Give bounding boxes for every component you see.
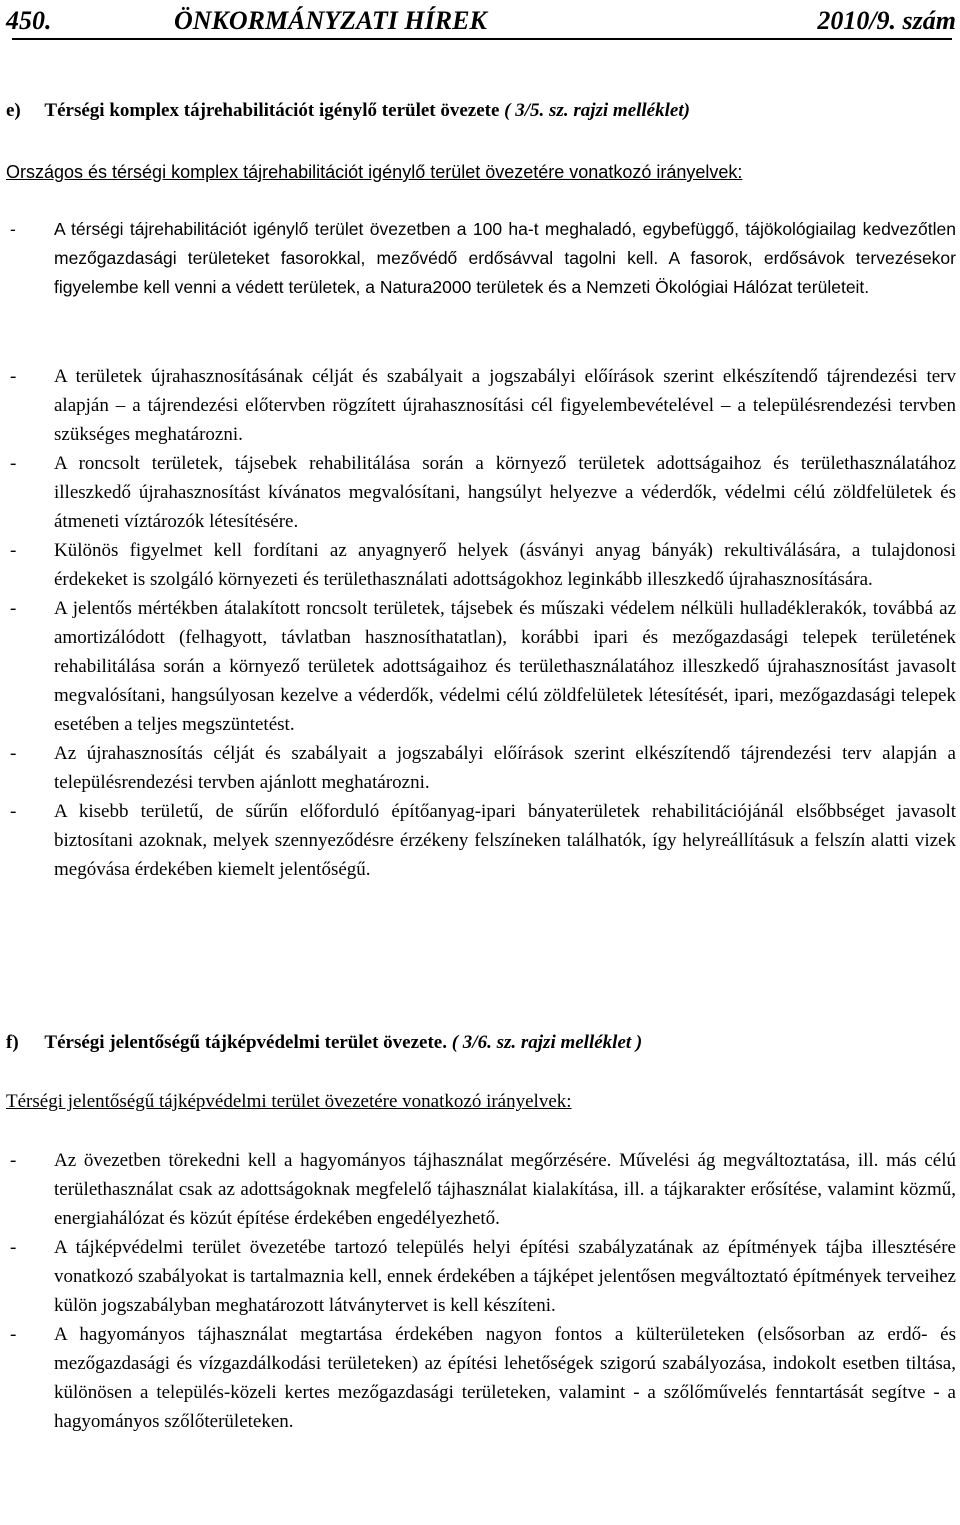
list-item-text: Az újrahasznosítás célját és szabályait a jogszabályi előírások szerint elkészítendő tájrendezési terv alapján a településrendezési tervben ajánlott meghatározni. (54, 743, 956, 793)
list-item-text: Különös figyelmet kell fordítani az anyagnyerő helyek (ásványi anyag bányák) rekultiválására, a tulajdonosi érdekeket is szolgáló környezeti és területhasználati adottságokhoz leginkább illeszkedő újrahasznosítására. (54, 540, 956, 590)
list-dash: - (10, 801, 17, 822)
list-item-text: A roncsolt területek, tájsebek rehabilitálása során a környező területek adottságaihoz és területhasználatához illeszkedő újrahasznosítást kívánatos megvalósítani, hangsúlyt helyezve a véderdők, védelmi célú zöldfelületek és átmeneti víztározók létesítésére. (54, 453, 956, 532)
list-item (6, 215, 956, 302)
section-e-heading (6, 98, 690, 124)
section-f-label: f) (6, 1032, 19, 1053)
section-e-list-2 (6, 362, 956, 884)
list-dash: - (10, 366, 17, 387)
list-dash: - (10, 219, 16, 239)
list-item-text: A hagyományos tájhasználat megtartása érdekében nagyon fontos a külterületeken (elsősorban az erdő- és mezőgazdasági és vízgazdálkodási területeken) az építési lehetőségek szigorú szabályozása, indokolt esetben tiltása, különösen a település-közeli kertes mezőgazdasági területeken, valamint - a szőlőművelés fenntartását segítve - a hagyományos szőlőterületeken. (54, 1324, 956, 1432)
list-dash: - (10, 743, 17, 764)
list-item (6, 739, 956, 797)
list-item-text: Az övezetben törekedni kell a hagyományos tájhasználat megőrzésére. Művelési ág megváltoztatása, ill. más célú területhasználat csak az adottságoknak megfelelő tájhasználat kialakítása, ill. a tájkarakter erősítése, valamint közmű, energiahálózat és közút építése érdekében engedélyezhető. (54, 1150, 956, 1229)
list-item (6, 1146, 956, 1233)
list-item-text: A jelentős mértékben átalakított roncsolt területek, tájsebek és műszaki védelem nélküli hulladéklerakók, továbbá az amortizálódott (felhagyott, távlatban hasznosíthatatlan), korábbi ipari és mezőgazdasági telepek területének rehabilitálása során a környező területek adottságaihoz és területhasználatához illeszkedő újrahasznosítást javasolt megvalósítani, hangsúlyosan kezelve a véderdők, védelmi célú zöldfelületek létesítését, ipari, mezőgazdasági telepek esetében a teljes megszüntetést. (54, 598, 956, 735)
list-item (6, 594, 956, 739)
section-f-ref: ( 3/6. sz. rajzi melléklet ) (451, 1032, 643, 1053)
section-f-title: Térségi jelentőségű tájképvédelmi terület övezete. (44, 1032, 447, 1053)
list-dash: - (10, 453, 17, 474)
header-rule (12, 38, 952, 40)
list-item (6, 449, 956, 536)
section-e-intro: Országos és térségi komplex tájrehabilitációt igénylő terület övezetére vonatkozó irányelvek: (6, 162, 743, 182)
list-item (6, 1320, 956, 1436)
page-header (6, 2, 956, 40)
section-f-heading (6, 1030, 642, 1056)
list-item (6, 1233, 956, 1320)
section-e-title: Térségi komplex tájrehabilitációt igénylő terület övezete (44, 100, 500, 121)
section-e-list-1 (6, 215, 956, 302)
list-item-text: A kisebb területű, de sűrűn előforduló építőanyag-ipari bányaterületek rehabilitációjánál elsőbbséget javasolt biztosítani azoknak, melyek szennyeződésre érzékeny felszíneken találhatók, így helyreállításuk a felszín alatti vizek megóvása érdekében kiemelt jelentőségű. (54, 801, 956, 880)
list-dash: - (10, 1150, 17, 1171)
list-dash: - (10, 1324, 17, 1345)
section-e-label: e) (6, 100, 21, 121)
list-item-text: A térségi tájrehabilitációt igénylő terület övezetben a 100 ha-t meghaladó, egybefüggő, tájökológiailag kedvezőtlen mezőgazdasági területeket fasorokkal, mezővédő erdősávval tagolni kell. A fasorok, erdősávok tervezésekor figyelembe kell venni a védett területek, a Natura2000 területek és a Nemzeti Ökológiai Hálózat területeit. (54, 219, 956, 297)
section-e-ref: ( 3/5. sz. rajzi melléklet) (504, 100, 690, 121)
page-number: 450. (6, 6, 52, 35)
section-f-list (6, 1146, 956, 1436)
list-item (6, 536, 956, 594)
list-item-text: A területek újrahasznosításának célját és szabályait a jogszabályi előírások szerint elkészítendő tájrendezési terv alapján – a tájrendezési előtervben rögzített újrahasznosítási cél figyelembevételével – a településrendezési tervben szükséges meghatározni. (54, 366, 956, 445)
section-f-intro: Térségi jelentőségű tájképvédelmi terület övezetére vonatkozó irányelvek: (6, 1091, 572, 1112)
list-dash: - (10, 598, 17, 619)
list-dash: - (10, 1237, 17, 1258)
list-dash: - (10, 540, 17, 561)
list-item (6, 797, 956, 884)
publication-title: ÖNKORMÁNYZATI HÍREK (174, 6, 487, 35)
list-item (6, 362, 956, 449)
issue-number: 2010/9. szám (817, 6, 956, 35)
list-item-text: A tájképvédelmi terület övezetébe tartozó település helyi építési szabályzatának az építmények tájba illesztésére vonatkozó szabályokat is tartalmaznia kell, ennek érdekében a tájképet jelentősen megváltoztató építmények terveihez külön jogszabályban meghatározott látványtervet is kell készíteni. (54, 1237, 956, 1316)
